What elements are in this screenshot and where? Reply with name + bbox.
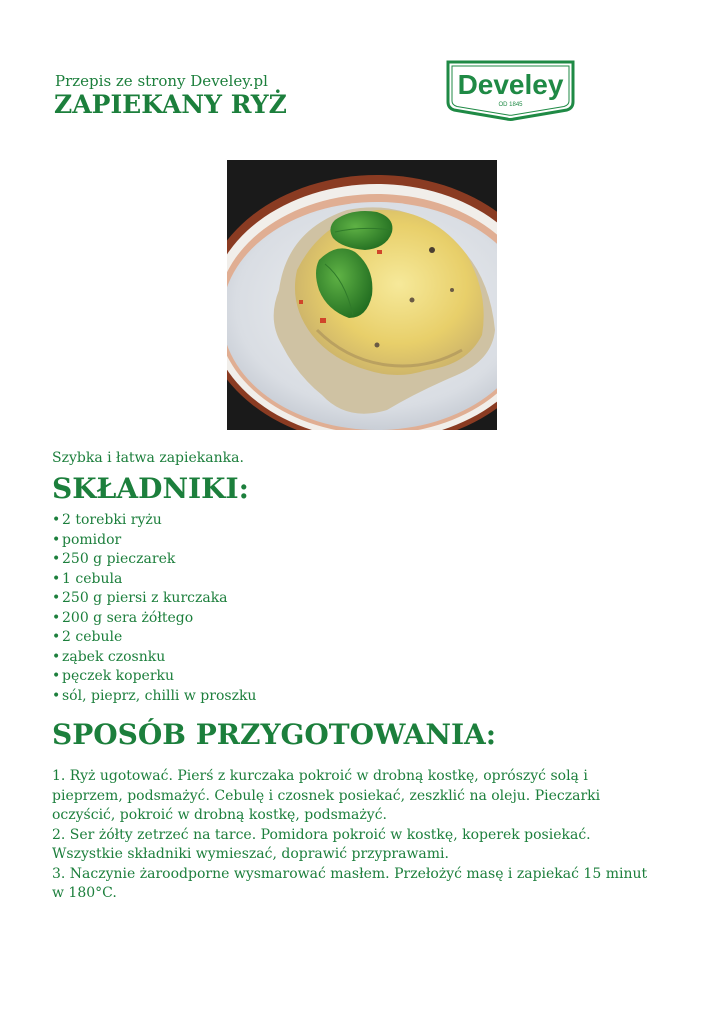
- bullet-icon: •: [52, 570, 61, 587]
- ingredient-label: 2 torebki ryżu: [62, 512, 162, 528]
- ingredient-label: 1 cebula: [62, 570, 123, 587]
- method-step: 2. Ser żółty zetrzeć na tarce. Pomidora pokroić w kostkę, koperek posiekać. Wszystkie składniki wymieszać, doprawić przyprawami.: [52, 826, 591, 862]
- method-steps: [52, 767, 652, 904]
- method-step: 1. Ryż ugotować. Pierś z kurczaka pokroić w drobną kostkę, oprószyć solą i pieprzem, podsmażyć. Cebulę i czosnek posiekać, zeszklić na oleju. Pieczarki oczyścić, pokroić w drobną kostkę, podsmażyć.: [52, 768, 601, 823]
- list-item: [52, 531, 256, 551]
- bullet-icon: •: [52, 609, 61, 626]
- method-heading: SPOSÓB PRZYGOTOWANIA:: [52, 718, 497, 751]
- bullet-icon: •: [52, 648, 61, 665]
- ingredient-label: 200 g sera żółtego: [62, 609, 194, 626]
- ingredient-label: 2 cebule: [62, 629, 123, 645]
- recipe-intro: Szybka i łatwa zapiekanka.: [52, 450, 244, 466]
- list-item: [52, 687, 256, 707]
- bullet-icon: •: [52, 668, 61, 684]
- bullet-icon: •: [52, 531, 61, 548]
- logo-tagline-text: OD 1845: [498, 102, 523, 108]
- list-item: [52, 648, 256, 668]
- develey-logo: [442, 56, 579, 122]
- bullet-icon: •: [52, 629, 61, 645]
- ingredient-label: sól, pieprz, chilli w proszku: [62, 687, 257, 704]
- bullet-icon: •: [52, 551, 61, 567]
- ingredients-heading: SKŁADNIKI:: [52, 472, 249, 505]
- list-item: [52, 550, 256, 570]
- logo-brand-text: Develey: [457, 69, 564, 100]
- list-item: [52, 609, 256, 629]
- list-item: [52, 667, 256, 687]
- baked-rice-dish-photo: [227, 160, 497, 430]
- ingredient-label: ząbek czosnku: [62, 648, 166, 665]
- bullet-icon: •: [52, 512, 61, 528]
- ingredient-label: 250 g pieczarek: [62, 551, 176, 567]
- recipe-source: Przepis ze strony Develey.pl: [55, 72, 268, 90]
- bullet-icon: •: [52, 687, 61, 704]
- list-item: [52, 570, 256, 590]
- ingredients-list: [52, 511, 256, 706]
- list-item: [52, 589, 256, 609]
- ingredient-label: pomidor: [62, 531, 122, 548]
- page-title: ZAPIEKANY RYŻ: [54, 90, 287, 119]
- method-step: 3. Naczynie żaroodporne wysmarować masłem. Przełożyć masę i zapiekać 15 minut w 180°C.: [52, 865, 648, 901]
- list-item: [52, 628, 256, 648]
- ingredient-label: pęczek koperku: [62, 668, 175, 684]
- list-item: [52, 511, 256, 531]
- ingredient-label: 250 g piersi z kurczaka: [62, 590, 228, 606]
- bullet-icon: •: [52, 590, 61, 606]
